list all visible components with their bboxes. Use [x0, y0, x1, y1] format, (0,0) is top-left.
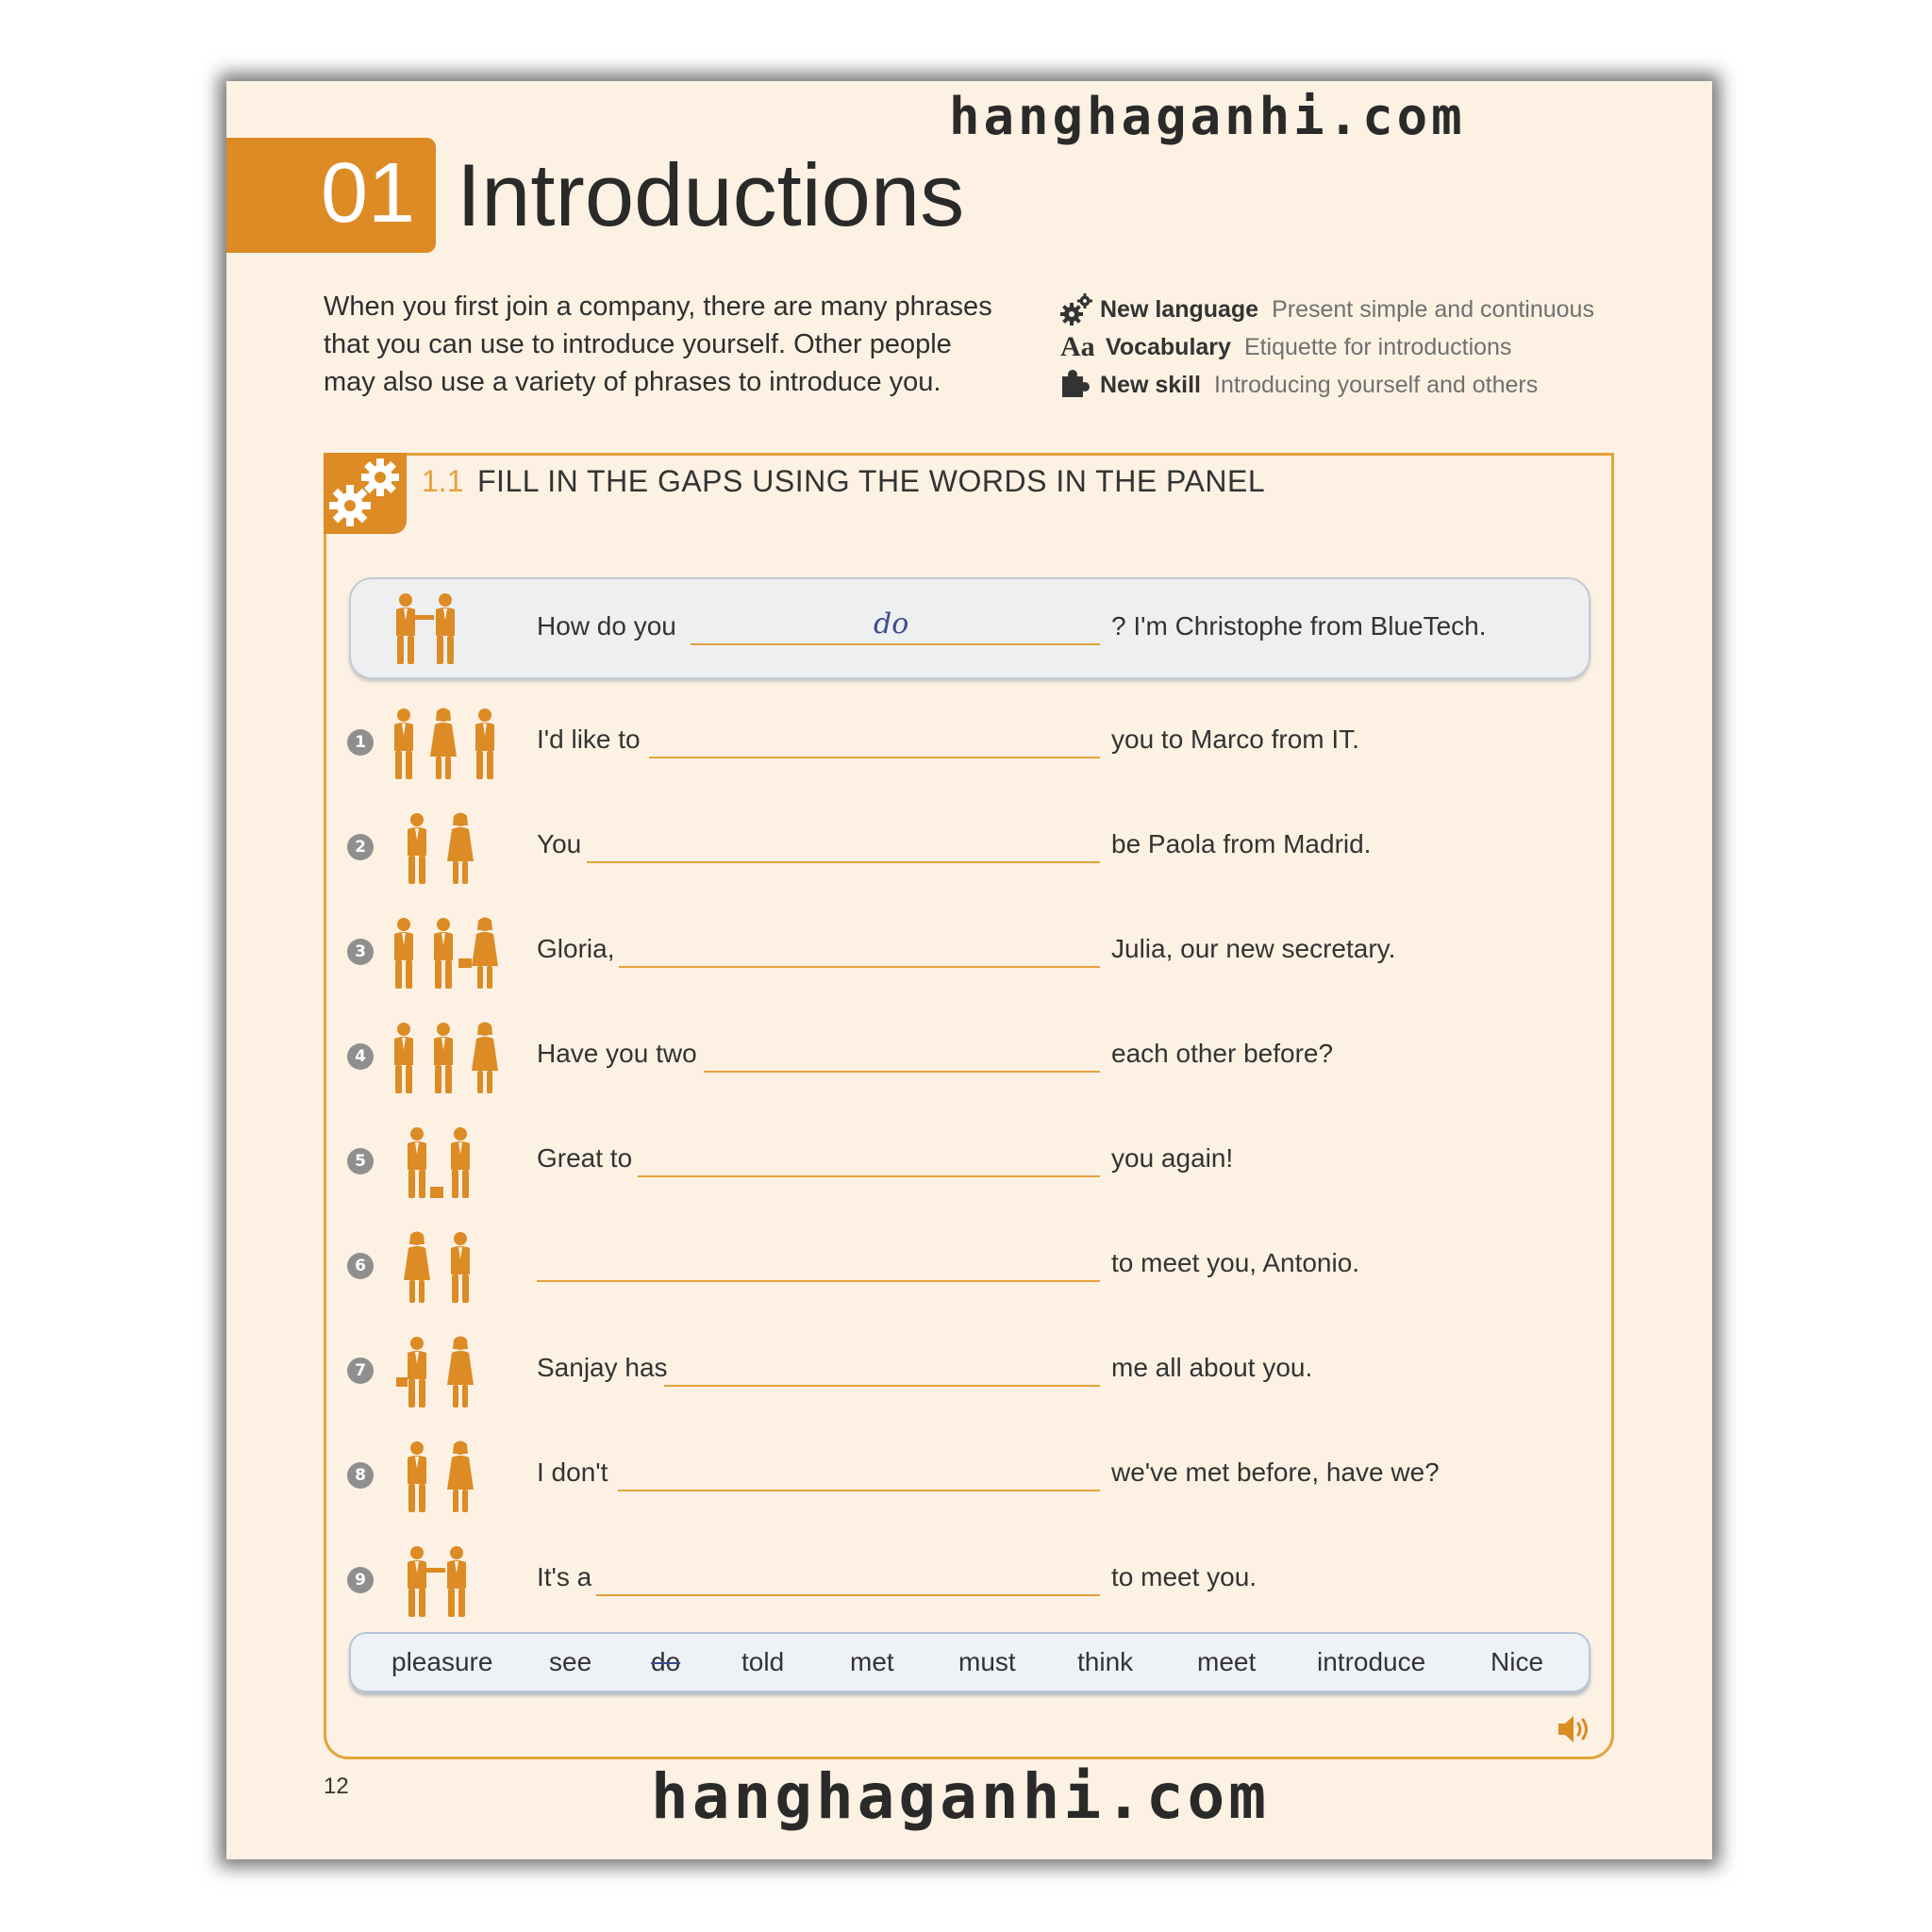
word-panel-word[interactable]: met: [850, 1647, 894, 1676]
two-people-icon: [389, 1121, 483, 1202]
info-new-skill: [1060, 366, 1626, 404]
sentence-suffix: me all about you.: [1111, 1353, 1313, 1382]
intro-line: may also use a variety of phrases to introduce you.: [324, 367, 941, 397]
answer-input-line[interactable]: [664, 1385, 1100, 1387]
two-people-icon: [389, 807, 483, 888]
people-shaking-hands-icon: [389, 589, 464, 668]
audio-speaker-icon[interactable]: [1557, 1713, 1594, 1745]
sentence-suffix: you again!: [1111, 1143, 1234, 1173]
sentence-prefix: Have you two: [537, 1039, 697, 1068]
item-number-badge: 3: [347, 939, 374, 965]
gears-icon: [1060, 292, 1100, 326]
sentence-prefix: How do you: [537, 611, 676, 641]
info-vocabulary: [1060, 328, 1626, 366]
lesson-info: [1060, 291, 1626, 404]
three-people-icon: [389, 1016, 502, 1097]
word-panel-word[interactable]: meet: [1197, 1647, 1257, 1676]
word-panel-word[interactable]: pleasure: [391, 1647, 493, 1676]
item-number-badge: 4: [347, 1043, 374, 1070]
sentence-prefix: Sanjay has: [537, 1353, 668, 1382]
sentence-prefix: Great to: [537, 1143, 633, 1173]
aa-icon: Aa: [1060, 331, 1095, 362]
info-label: New skill: [1100, 371, 1201, 398]
exercise-item-5: [0, 1113, 1932, 1208]
info-new-language: [1060, 291, 1626, 328]
sentence-suffix: each other before?: [1111, 1039, 1334, 1068]
intro-line: When you first join a company, there are many phrases: [324, 291, 992, 322]
watermark-top: hanghaganhi.com: [949, 87, 1466, 146]
two-people-icon: [389, 1435, 483, 1516]
exercise-item-6: [0, 1218, 1932, 1312]
sentence-suffix: Julia, our new secretary.: [1111, 934, 1396, 963]
sentence-suffix: ? I'm Christophe from BlueTech.: [1111, 611, 1487, 641]
item-number-badge: 8: [347, 1462, 374, 1489]
answer-input-line[interactable]: [587, 861, 1100, 863]
two-people-icon: [389, 1225, 483, 1307]
intro-paragraph: [324, 288, 1022, 401]
item-number-badge: 1: [347, 729, 374, 756]
word-panel-word[interactable]: think: [1077, 1647, 1134, 1676]
example-row: [0, 581, 1932, 675]
sentence-suffix: we've met before, have we?: [1111, 1457, 1440, 1487]
sentence-prefix: I'd like to: [537, 724, 641, 754]
item-number-badge: 2: [347, 834, 374, 860]
sentence-prefix: It's a: [537, 1562, 592, 1591]
gears-icon: [324, 453, 407, 534]
intro-line: that you can use to introduce yourself. Other people: [324, 329, 952, 359]
exercise-item-2: [0, 799, 1932, 893]
sentence-suffix: to meet you.: [1111, 1562, 1257, 1591]
item-number-badge: 9: [347, 1567, 374, 1593]
word-panel-word[interactable]: see: [549, 1647, 592, 1676]
info-value: Introducing yourself and others: [1214, 371, 1539, 398]
page-number: 12: [324, 1774, 349, 1799]
answer-input-line[interactable]: [619, 966, 1100, 968]
exercise-number: 1.1: [422, 464, 464, 498]
info-label: New language: [1100, 295, 1259, 323]
puzzle-icon: [1060, 368, 1100, 402]
word-panel-word[interactable]: told: [741, 1647, 785, 1676]
exercise-tab: [324, 453, 407, 534]
sentence-prefix: You: [537, 829, 582, 858]
answer-input-line[interactable]: [704, 1071, 1100, 1073]
sentence-suffix: to meet you, Antonio.: [1111, 1248, 1360, 1277]
sentence-prefix: Gloria,: [537, 934, 615, 963]
info-value: Etiquette for introductions: [1243, 333, 1512, 360]
item-number-badge: 7: [347, 1357, 374, 1384]
word-panel-word-used[interactable]: do: [651, 1647, 681, 1676]
people-shaking-hands-icon: [389, 1540, 483, 1621]
info-value: Present simple and continuous: [1272, 295, 1594, 323]
example-answer: do: [874, 608, 909, 641]
answer-line: [691, 643, 1100, 645]
sentence-suffix: be Paola from Madrid.: [1111, 829, 1372, 858]
exercise-item-3: [0, 904, 1932, 998]
item-number-badge: 6: [347, 1253, 374, 1279]
answer-input-line[interactable]: [596, 1594, 1100, 1596]
answer-input-line[interactable]: [537, 1280, 1100, 1282]
sentence-suffix: you to Marco from IT.: [1111, 724, 1359, 754]
answer-input-line[interactable]: [638, 1175, 1100, 1177]
exercise-item-4: [0, 1008, 1932, 1103]
exercise-item-8: [0, 1427, 1932, 1522]
answer-input-line[interactable]: [618, 1490, 1100, 1491]
info-label: Vocabulary: [1106, 333, 1231, 360]
chapter-number: 01: [321, 146, 416, 241]
answer-input-line[interactable]: [649, 757, 1100, 758]
word-panel-word[interactable]: introduce: [1317, 1647, 1426, 1676]
three-people-icon: [389, 911, 502, 992]
sentence-prefix: I don't: [537, 1457, 608, 1487]
watermark-bottom: hanghaganhi.com: [651, 1760, 1271, 1833]
chapter-title: Introductions: [457, 145, 965, 244]
word-panel-word[interactable]: Nice: [1491, 1647, 1544, 1676]
exercise-title: FILL IN THE GAPS USING THE WORDS IN THE PANEL: [477, 464, 1266, 498]
three-people-icon: [389, 702, 502, 783]
word-panel-word[interactable]: must: [958, 1647, 1016, 1676]
exercise-item-1: [0, 694, 1932, 789]
exercise-item-9: [0, 1532, 1932, 1626]
two-people-icon: [389, 1330, 483, 1411]
item-number-badge: 5: [347, 1148, 374, 1174]
exercise-item-7: [0, 1323, 1932, 1417]
